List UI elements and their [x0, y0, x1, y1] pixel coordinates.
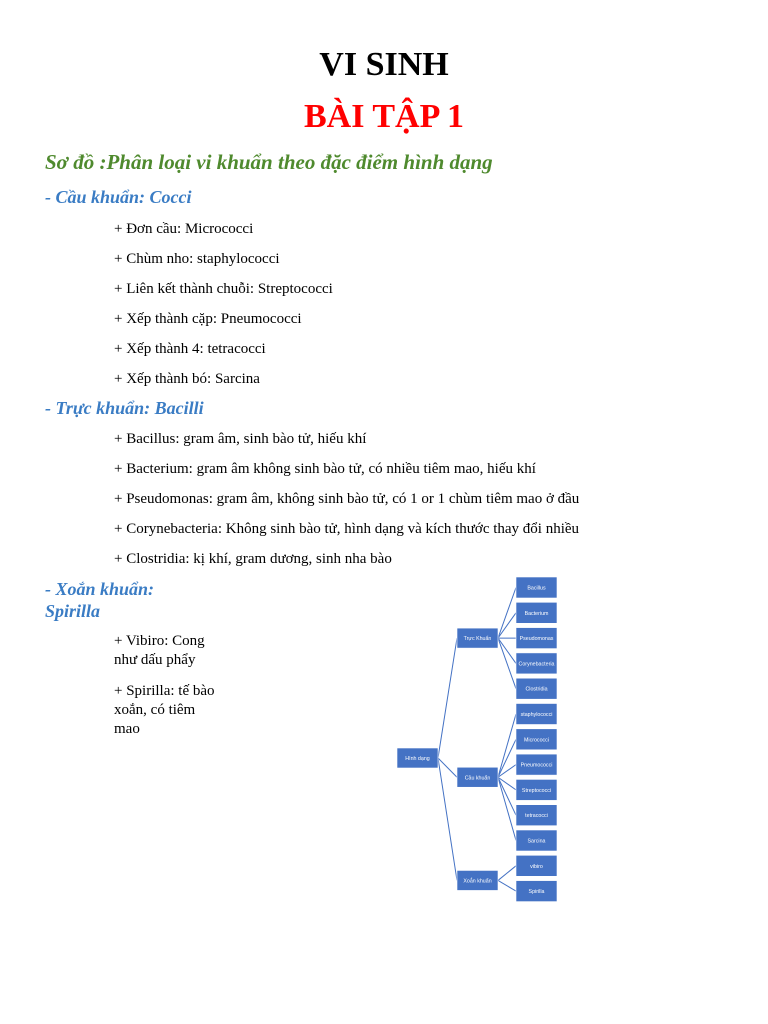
- tree-leaf-node-label: Micrococci: [523, 737, 550, 744]
- connector-line: [498, 880, 516, 891]
- list-item: + Pseudomonas: gram âm, không sinh bào tử, có 1 or 1 chùm tiêm mao ở đầu: [114, 491, 580, 507]
- tree-group-node-label: Cầu khuẩn: [464, 775, 491, 782]
- list-item: + Bacterium: gram âm không sinh bào tử, có nhiều tiêm mao, hiếu khí: [114, 461, 536, 477]
- list-item: + Bacillus: gram âm, sinh bào tử, hiếu khí: [114, 431, 367, 447]
- connector-line: [498, 638, 516, 663]
- cocci-heading: - Cầu khuẩn: Cocci: [45, 187, 192, 207]
- connector-line: [438, 758, 457, 880]
- connector-line: [498, 588, 516, 639]
- tree-group-node-label: Xoắn khuẩn: [463, 878, 492, 885]
- tree-leaf-node-label: Streptococci: [521, 787, 552, 794]
- tree-root-node-label: Hình dạng: [405, 756, 430, 762]
- tree-leaf-node-label: staphylococci: [520, 712, 553, 718]
- spirilla-item-vibiro: + Vibiro: Cong như dấu phẩy: [114, 633, 205, 668]
- tree-leaf-node-label: Spirilla: [528, 889, 545, 896]
- list-item: + Liên kết thành chuỗi: Streptococci: [114, 281, 333, 297]
- tree-leaf-node-label: Bacillus: [527, 585, 546, 592]
- list-item: + Xếp thành cặp: Pneumococci: [114, 311, 302, 327]
- bacilli-heading: - Trực khuẩn: Bacilli: [45, 398, 204, 418]
- tree-leaf-node-label: Corynebacteria: [518, 661, 555, 668]
- list-item: + Corynebacteria: Không sinh bào tử, hình dạng và kích thước thay đổi nhiều: [114, 521, 580, 537]
- exercise-title: BÀI TẬP 1: [304, 98, 464, 135]
- tree-leaf-node-label: Clostridia: [525, 686, 548, 693]
- connector-line: [498, 638, 516, 689]
- tree-leaf-node-label: Bacterium: [524, 610, 549, 617]
- list-item: + Xếp thành 4: tetracocci: [114, 341, 266, 357]
- tree-leaf-node-label: vibiro: [530, 863, 543, 870]
- list-item: + Xếp thành bó: Sarcina: [114, 371, 260, 387]
- connector-line: [498, 866, 516, 881]
- tree-leaf-node-label: tetracocci: [525, 813, 548, 820]
- tree-leaf-node-label: Pneumococci: [520, 762, 553, 769]
- tree-group-node-label: Trực Khuẩn: [463, 636, 492, 643]
- list-item: + Clostridia: kị khí, gram dương, sinh nha bào: [114, 551, 392, 567]
- spirilla-heading: - Xoắn khuẩn: Spirilla: [45, 579, 155, 621]
- document-title: VI SINH: [319, 46, 449, 83]
- connector-line: [498, 613, 516, 638]
- list-item: + Đơn cầu: Micrococci: [114, 221, 254, 237]
- spirilla-item-spirilla: + Spirilla: tế bào xoắn, có tiêm mao: [114, 683, 215, 737]
- diagram-heading: Sơ đồ :Phân loại vi khuẩn theo đặc điểm hình dạng: [45, 150, 493, 174]
- list-item: + Chùm nho: staphylococci: [114, 251, 280, 267]
- tree-leaf-node-label: Pseudomonas: [519, 636, 554, 643]
- tree-leaf-node-label: Sarcina: [527, 838, 546, 845]
- connector-line: [438, 638, 457, 758]
